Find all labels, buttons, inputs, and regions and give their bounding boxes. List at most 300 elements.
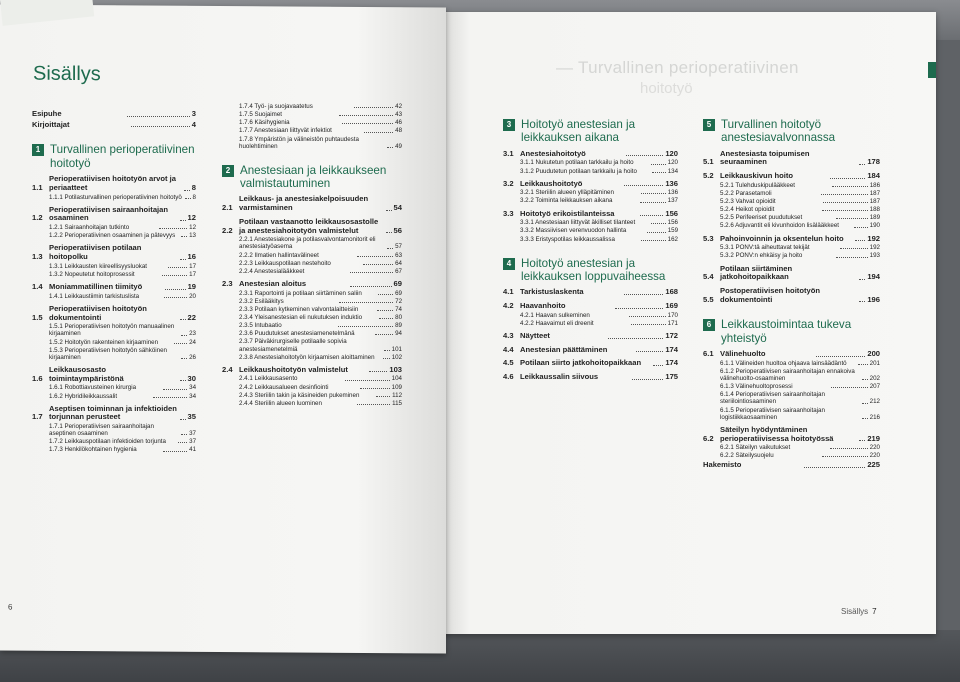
entry-title: 5.2.2 Parasetamoli bbox=[720, 189, 772, 197]
entry-title: 1.5.1 Perioperatiivisen hoitotyön manuaalinen kirjaaminen bbox=[49, 323, 175, 338]
toc-subentry bbox=[222, 236, 402, 250]
entry-title: 1.7.3 Henkilökohtainen hygienia bbox=[49, 446, 137, 454]
dot-leader bbox=[180, 259, 186, 260]
dot-leader bbox=[855, 240, 865, 241]
entry-title: Hoitotyö erikoistilanteissa bbox=[520, 208, 615, 218]
toc-subentry bbox=[222, 111, 402, 118]
entry-page: 189 bbox=[869, 214, 881, 222]
dot-leader bbox=[163, 451, 187, 452]
page-number: 7 bbox=[872, 607, 877, 616]
entry-title: 1.2.1 Sairaanhoitajan tutkinto bbox=[49, 224, 130, 232]
section-number-box: 4 bbox=[503, 258, 515, 270]
entry-title: Leikkausosasto toimintaympäristönä bbox=[49, 364, 124, 383]
entry-number: 5.3 bbox=[703, 233, 714, 243]
entry-title: 1.1.1 Potilasturvallinen perioperatiivinen hoitotyö bbox=[49, 193, 182, 201]
entry-page: 175 bbox=[665, 372, 679, 382]
entry-title: 1.7.6 Käsihygienia bbox=[239, 119, 290, 127]
entry-number: 1.4 bbox=[32, 282, 43, 292]
entry-number: 1.6 bbox=[32, 373, 43, 383]
entry-page: 54 bbox=[393, 203, 402, 213]
toc-subentry bbox=[503, 312, 678, 319]
toc-entry bbox=[703, 172, 880, 181]
show-through-text: — Turvallinen perioperatiivinen bbox=[556, 58, 799, 77]
entry-page: 16 bbox=[187, 252, 196, 262]
dot-leader bbox=[641, 193, 666, 194]
entry-page: 168 bbox=[665, 287, 679, 297]
dot-leader bbox=[854, 227, 867, 228]
dot-leader bbox=[840, 248, 868, 249]
entry-page: 212 bbox=[869, 398, 880, 406]
dot-leader bbox=[636, 351, 663, 352]
entry-title: 6.2.1 Säteilyn vaikutukset bbox=[720, 444, 791, 452]
entry-page: 37 bbox=[189, 430, 196, 438]
dot-leader bbox=[831, 387, 868, 388]
entry-page: 49 bbox=[395, 142, 402, 150]
dot-leader bbox=[858, 364, 868, 365]
entry-page: 69 bbox=[395, 289, 402, 297]
dot-leader bbox=[163, 389, 188, 390]
entry-page: 104 bbox=[391, 375, 402, 383]
entry-page: 63 bbox=[395, 251, 403, 259]
dot-leader bbox=[178, 442, 188, 443]
entry-title: Esipuhe bbox=[32, 109, 62, 118]
entry-page: 171 bbox=[667, 319, 678, 327]
dot-leader bbox=[640, 215, 663, 216]
toc-subentry bbox=[503, 189, 678, 196]
entry-page: 34 bbox=[189, 392, 197, 400]
toc-entry bbox=[32, 206, 196, 223]
toc-column-2 bbox=[222, 102, 402, 407]
toc-entry bbox=[503, 346, 678, 355]
entry-page: 115 bbox=[392, 399, 402, 407]
toc-subentry bbox=[222, 322, 402, 329]
dot-leader bbox=[181, 358, 187, 359]
entry-page: 178 bbox=[867, 157, 880, 167]
dot-leader bbox=[350, 286, 392, 287]
dot-leader bbox=[859, 164, 865, 165]
dot-leader bbox=[651, 223, 665, 224]
entry-title: 2.2.1 Anestesiakone ja potilasvalvontamonitorit eli anestesiatyöasema bbox=[239, 236, 376, 251]
toc-subentry bbox=[32, 438, 196, 445]
entry-title: 3.2.1 Steriilin alueen ylläpitäminen bbox=[520, 189, 614, 197]
entry-page: 8 bbox=[192, 193, 196, 201]
entry-title: 1.4.1 Leikkaustiimin tarkistuslista bbox=[49, 292, 140, 300]
dot-leader bbox=[653, 365, 663, 366]
entry-page: 17 bbox=[189, 270, 197, 278]
toc-entry bbox=[32, 366, 196, 383]
toc-entry bbox=[32, 305, 196, 322]
entry-page: 187 bbox=[869, 198, 881, 206]
entry-number: 4.1 bbox=[503, 287, 514, 297]
dot-leader bbox=[651, 164, 666, 165]
entry-page: 120 bbox=[665, 148, 678, 158]
entry-number: 2.3 bbox=[222, 278, 233, 288]
entry-title: Näytteet bbox=[520, 331, 550, 341]
toc-subentry bbox=[222, 136, 402, 150]
entry-page: 43 bbox=[395, 111, 403, 119]
entry-number: 3.3 bbox=[503, 208, 514, 218]
dot-leader bbox=[159, 228, 187, 229]
entry-title: Perioperatiivisen hoitotyön dokumentointi bbox=[49, 303, 147, 322]
dot-leader bbox=[859, 279, 865, 280]
entry-page: 20 bbox=[189, 292, 196, 300]
dot-leader bbox=[354, 107, 393, 108]
dot-leader bbox=[641, 240, 665, 241]
toc-entry bbox=[703, 350, 880, 359]
entry-title: 2.4.4 Steriilin alueen luominen bbox=[239, 399, 322, 407]
dot-leader bbox=[383, 358, 390, 359]
entry-title: 6.1.3 Välinehuoltoprosessi bbox=[720, 383, 793, 391]
toc-subentry bbox=[222, 392, 402, 399]
toc-entry bbox=[503, 373, 678, 382]
toc-entry bbox=[222, 280, 402, 289]
entry-page: 137 bbox=[667, 197, 678, 205]
toc-subentry bbox=[703, 198, 880, 205]
entry-page: 112 bbox=[392, 391, 403, 399]
dot-leader bbox=[180, 319, 186, 320]
toc-entry bbox=[703, 287, 880, 304]
entry-title: 3.3.1 Anestesiaan liittyvät äkilliset tilanteet bbox=[520, 219, 636, 227]
toc-subentry bbox=[32, 393, 196, 400]
entry-number: 2.4 bbox=[222, 364, 233, 374]
dot-leader bbox=[181, 434, 187, 435]
toc-subentry bbox=[703, 244, 880, 251]
toc-subentry bbox=[222, 375, 402, 382]
entry-number: 5.5 bbox=[703, 294, 714, 304]
toc-subentry bbox=[32, 271, 196, 278]
entry-title: 2.2.2 Ilmatien hallintavälineet bbox=[239, 251, 319, 259]
section-heading bbox=[503, 257, 678, 284]
toc-subentry bbox=[703, 407, 880, 421]
entry-title: Perioperatiivisen potilaan hoitopolku bbox=[49, 243, 142, 262]
entry-page: 57 bbox=[395, 243, 402, 251]
toc-subentry bbox=[32, 446, 196, 453]
entry-page: 19 bbox=[187, 282, 197, 292]
toc-subentry bbox=[32, 423, 196, 437]
entry-title: 1.7.2 Leikkauspotilaan infektioiden torjunta bbox=[49, 438, 166, 446]
entry-number: 4.4 bbox=[503, 344, 514, 354]
toc-subentry bbox=[503, 227, 678, 234]
dot-leader bbox=[862, 403, 868, 404]
toc-subentry bbox=[503, 320, 678, 327]
entry-title: 1.7.8 Ympäristön ja välineistön puhtaudesta huolehtiminen bbox=[239, 135, 359, 150]
dot-leader bbox=[350, 272, 393, 273]
entry-title: 5.3.1 PONV:tä aiheuttavat tekijät bbox=[720, 244, 810, 252]
dot-leader bbox=[821, 194, 868, 195]
entry-title: Välinehuolto bbox=[720, 349, 766, 359]
toc-subentry bbox=[703, 452, 880, 459]
entry-page: 4 bbox=[191, 119, 197, 129]
entry-page: 109 bbox=[391, 383, 402, 391]
section-title: Leikkaustoimintaa tukeva yhteistyö bbox=[721, 318, 852, 345]
entry-number: 1.2 bbox=[32, 213, 43, 223]
toc-subentry bbox=[703, 252, 880, 259]
toc-entry bbox=[32, 244, 196, 261]
dot-leader bbox=[174, 343, 188, 344]
entry-title: Leikkaus- ja anestesiakelpoisuuden varmistaminen bbox=[239, 194, 369, 213]
toc-entry bbox=[503, 288, 678, 297]
toc-subentry bbox=[222, 384, 402, 391]
entry-title: 5.2.6 Adjuvantit eli kivunhoidon lisälääkkeet bbox=[720, 222, 840, 230]
dot-leader bbox=[859, 301, 865, 302]
entry-page: 220 bbox=[869, 452, 880, 460]
toc-subentry bbox=[222, 306, 402, 313]
dot-leader bbox=[862, 379, 868, 380]
entry-page: 216 bbox=[869, 413, 880, 421]
dot-leader bbox=[339, 115, 394, 116]
entry-page: 202 bbox=[869, 375, 880, 383]
dot-leader bbox=[386, 232, 392, 233]
toc-subentry bbox=[703, 391, 880, 405]
entry-title: Säteilyn hyödyntäminen perioperatiivisessa hoitotyössä bbox=[720, 424, 834, 443]
entry-page: 219 bbox=[867, 433, 880, 443]
entry-page: 89 bbox=[395, 322, 402, 330]
entry-title: Leikkaussalin siivous bbox=[520, 372, 599, 382]
section-number-box: 2 bbox=[222, 165, 234, 177]
toc-subentry bbox=[503, 159, 678, 166]
page-footer bbox=[841, 607, 877, 616]
dot-leader bbox=[379, 318, 394, 319]
entry-title: 1.6.1 Robottiavusteinen kirurgia bbox=[49, 384, 137, 392]
entry-title: 2.2.4 Anestesialääkkeet bbox=[239, 267, 305, 275]
dot-leader bbox=[830, 178, 865, 179]
page-number: 6 bbox=[8, 602, 13, 612]
dot-leader bbox=[180, 220, 186, 221]
entry-title: Postoperatiivisen hoitotyön dokumentointi bbox=[720, 285, 820, 304]
entry-title: Perioperatiivisen sairaanhoitajan osaaminen bbox=[49, 204, 169, 223]
dot-leader bbox=[631, 324, 666, 325]
entry-title: 1.7.4 Työ- ja suojavaatetus bbox=[239, 103, 313, 110]
dot-leader bbox=[162, 275, 187, 276]
section-number-box: 1 bbox=[32, 144, 44, 156]
dot-leader bbox=[823, 202, 868, 203]
dot-leader bbox=[153, 397, 187, 398]
dot-leader bbox=[859, 440, 865, 441]
entry-title: 1.5.2 Hoitotyön rakenteinen kirjaaminen bbox=[49, 338, 159, 346]
entry-page: 187 bbox=[869, 189, 881, 197]
entry-page: 46 bbox=[395, 119, 402, 127]
toc-subentry bbox=[32, 263, 196, 270]
entry-title: 1.6.2 Hybridileikkaussalit bbox=[49, 392, 118, 400]
entry-title: Anestesian päättäminen bbox=[520, 344, 608, 354]
entry-page: 12 bbox=[187, 213, 196, 223]
dot-leader bbox=[836, 218, 868, 219]
dot-leader bbox=[342, 123, 393, 124]
dot-leader bbox=[338, 326, 393, 327]
toc-subentry bbox=[503, 168, 678, 175]
dot-leader bbox=[377, 310, 393, 311]
footer-label: Sisällys bbox=[841, 607, 869, 616]
entry-page: 23 bbox=[189, 330, 196, 338]
toc-entry bbox=[703, 461, 880, 470]
toc-entry bbox=[503, 150, 678, 159]
toc-entry bbox=[32, 175, 196, 192]
entry-page: 30 bbox=[187, 373, 196, 383]
entry-number: 1.1 bbox=[32, 182, 43, 192]
dot-leader bbox=[387, 248, 393, 249]
entry-page: 37 bbox=[189, 438, 197, 446]
dot-leader bbox=[339, 302, 393, 303]
entry-page: 156 bbox=[667, 219, 678, 227]
entry-page: 56 bbox=[393, 225, 402, 235]
toc-entry bbox=[503, 332, 678, 341]
dot-leader bbox=[822, 210, 868, 211]
dot-leader bbox=[830, 448, 868, 449]
toc-entry bbox=[222, 366, 402, 375]
toc-subentry bbox=[32, 194, 196, 201]
section-number-box: 6 bbox=[703, 319, 715, 331]
dot-leader bbox=[184, 190, 190, 191]
dot-leader bbox=[375, 334, 393, 335]
dot-leader bbox=[168, 267, 187, 268]
dot-leader bbox=[832, 186, 867, 187]
entry-number: 6.2 bbox=[703, 433, 714, 443]
entry-page: 64 bbox=[395, 259, 402, 267]
entry-page: 136 bbox=[665, 178, 678, 188]
entry-page: 170 bbox=[667, 311, 678, 319]
entry-title: 6.1.4 Perioperatiivisen sairaanhoitajan steriilointiosaaminen bbox=[720, 391, 825, 406]
dot-leader bbox=[615, 308, 663, 309]
entry-title: 2.3.7 Päiväkirurgiselle potilaalle sopivia anestesiamenetelmiä bbox=[239, 338, 347, 353]
section-number-box: 3 bbox=[503, 119, 515, 131]
entry-title: Anestesiahoitotyö bbox=[520, 148, 586, 158]
entry-page: 156 bbox=[665, 208, 679, 218]
dot-leader bbox=[164, 297, 187, 298]
toc-entry bbox=[32, 121, 196, 130]
entry-page: 74 bbox=[395, 305, 402, 313]
dot-leader bbox=[608, 338, 664, 339]
section-heading bbox=[32, 143, 196, 170]
toc-subentry bbox=[703, 190, 880, 197]
page-title: Sisällys bbox=[33, 62, 101, 86]
toc-entry bbox=[703, 150, 880, 167]
dot-leader bbox=[629, 316, 666, 317]
entry-title: Pahoinvoinnin ja oksentelun hoito bbox=[720, 233, 844, 243]
entry-number: 2.1 bbox=[222, 203, 233, 213]
entry-title: 3.3.2 Massiivisen verenvuodon hallinta bbox=[520, 227, 627, 235]
section-title: Turvallinen perioperatiivinen hoitotyö bbox=[50, 143, 195, 170]
toc-subentry bbox=[32, 323, 196, 337]
dot-leader bbox=[364, 132, 394, 133]
entry-number: 2.2 bbox=[222, 225, 233, 235]
entry-title: 6.1.2 Perioperatiivisen sairaanhoitajan ennakoiva välinehuolto-osaaminen bbox=[720, 367, 855, 383]
entry-title: 5.3.2 PONV:n ehkäisy ja hoito bbox=[720, 252, 803, 260]
entry-title: 6.2.2 Säteilysuojelu bbox=[720, 452, 774, 460]
toc-subentry bbox=[222, 330, 402, 337]
toc-subentry bbox=[32, 293, 196, 300]
entry-page: 48 bbox=[395, 127, 403, 135]
entry-page: 34 bbox=[189, 384, 197, 392]
dot-leader bbox=[624, 294, 663, 295]
toc-entry bbox=[503, 180, 678, 189]
entry-page: 22 bbox=[187, 312, 196, 322]
entry-page: 225 bbox=[867, 460, 880, 470]
dot-leader bbox=[345, 380, 390, 381]
entry-title: Perioperatiivisen hoitotyön arvot ja periaatteet bbox=[49, 174, 177, 192]
entry-title: 4.2.1 Haavan sulkeminen bbox=[520, 311, 590, 319]
dot-leader bbox=[181, 335, 187, 336]
entry-page: 69 bbox=[393, 278, 402, 288]
toc-column-4 bbox=[703, 104, 880, 470]
toc-subentry bbox=[32, 232, 196, 239]
entry-title: 4.2.2 Haavaimut eli dreenit bbox=[520, 319, 594, 327]
dot-leader bbox=[652, 172, 665, 173]
entry-number: 1.5 bbox=[32, 312, 43, 322]
entry-title: 2.3.5 Intubaatio bbox=[239, 322, 282, 330]
section-title: Hoitotyö anestesian ja leikkauksen aikana bbox=[521, 118, 636, 145]
entry-page: 102 bbox=[391, 353, 403, 361]
section-number-box: 5 bbox=[703, 119, 715, 131]
entry-page: 134 bbox=[667, 167, 679, 175]
entry-title: 1.7.7 Anestesiaan liittyvät infektiot bbox=[239, 127, 332, 135]
toc-subentry bbox=[503, 219, 678, 226]
entry-title: 2.4.1 Leikkausasento bbox=[239, 375, 298, 383]
entry-title: 2.3.4 Yleisanestesian eli nukutuksen induktio bbox=[239, 314, 363, 321]
toc-entry bbox=[503, 302, 678, 311]
entry-title: Hakemisto bbox=[703, 460, 742, 470]
toc-subentry bbox=[222, 127, 402, 134]
entry-page: 192 bbox=[869, 244, 880, 252]
entry-title: Anestesiasta toipumisen seuraaminen bbox=[720, 148, 810, 167]
entry-number: 5.4 bbox=[703, 272, 714, 282]
entry-page: 174 bbox=[665, 358, 678, 368]
dot-leader bbox=[378, 294, 393, 295]
entry-page: 136 bbox=[667, 189, 679, 197]
entry-page: 103 bbox=[389, 364, 403, 374]
toc-entry bbox=[503, 210, 678, 219]
entry-page: 101 bbox=[391, 345, 402, 353]
dot-leader bbox=[127, 116, 190, 117]
entry-title: 5.2.1 Tulehduskipulääkkeet bbox=[720, 181, 795, 189]
entry-number: 1.7 bbox=[32, 412, 43, 422]
dot-leader bbox=[386, 210, 392, 211]
dot-leader bbox=[363, 264, 393, 265]
entry-title: 6.1.1 Välineiden huoltoa ohjaava lainsäädäntö bbox=[720, 359, 847, 367]
toc-subentry bbox=[503, 197, 678, 204]
toc-entry bbox=[703, 265, 880, 282]
entry-title: 2.3.6 Puudutukset anestesiamenetelmänä bbox=[239, 330, 355, 338]
entry-page: 120 bbox=[667, 159, 678, 167]
section-heading bbox=[503, 118, 678, 145]
toc-subentry bbox=[703, 383, 880, 390]
entry-number: 3.1 bbox=[503, 148, 514, 158]
dot-leader bbox=[647, 232, 666, 233]
entry-page: 80 bbox=[395, 314, 403, 321]
entry-title: 1.3.1 Leikkausten kiireellisyysluokat bbox=[49, 262, 148, 270]
show-through-text: hoitotyö bbox=[640, 80, 693, 97]
entry-page: 200 bbox=[867, 349, 881, 359]
dot-leader bbox=[180, 380, 186, 381]
entry-number: 5.2 bbox=[703, 171, 714, 181]
entry-title: 1.3.2 Nopeutetut hoitoprosessit bbox=[49, 270, 135, 278]
toc-entry bbox=[222, 218, 402, 235]
toc-subentry bbox=[222, 252, 402, 259]
entry-page: 201 bbox=[869, 359, 880, 367]
dot-leader bbox=[165, 289, 186, 290]
toc-subentry bbox=[703, 206, 880, 213]
entry-title: 2.3.8 Anestesiahoitotyön kirjaamisen aloittaminen bbox=[239, 353, 375, 361]
dot-leader bbox=[816, 356, 865, 357]
entry-page: 194 bbox=[867, 272, 880, 282]
entry-title: Tarkistuslaskenta bbox=[520, 287, 584, 297]
entry-page: 192 bbox=[867, 233, 881, 243]
toc-entry bbox=[32, 110, 196, 119]
section-title: Hoitotyö anestesian ja leikkauksen loppuvaiheessa bbox=[521, 256, 666, 284]
entry-page: 184 bbox=[867, 171, 880, 181]
entry-title: 3.1.1 Nukutetun potilaan tarkkailu ja hoito bbox=[520, 159, 634, 167]
toc-entry bbox=[32, 283, 196, 292]
toc-subentry bbox=[222, 314, 402, 321]
